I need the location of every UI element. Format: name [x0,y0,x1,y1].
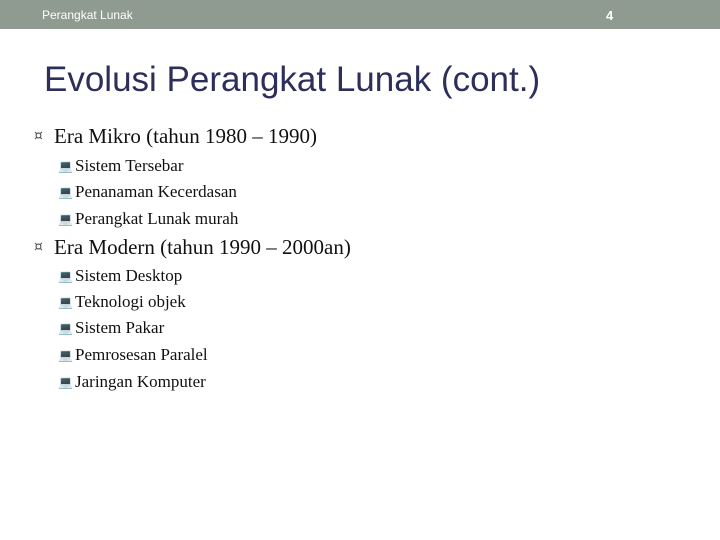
list-item: 💻 Sistem Desktop [58,266,183,285]
section-heading-era-modern: ¤ Era Modern (tahun 1990 – 2000an) [34,235,351,259]
header-bar [0,0,720,29]
currency-sign-icon: ¤ [34,239,43,255]
computer-icon: 💻 [58,321,73,335]
computer-icon: 💻 [58,295,73,309]
list-item: 💻 Jaringan Komputer [58,372,206,391]
computer-icon: 💻 [58,269,73,283]
section-heading-era-mikro: ¤ Era Mikro (tahun 1980 – 1990) [34,124,318,148]
slide-title: Evolusi Perangkat Lunak (cont.) [44,60,541,99]
list-item: 💻 Pemrosesan Paralel [58,345,208,364]
computer-icon: 💻 [58,375,73,389]
header-course-title: Perangkat Lunak [42,8,133,22]
computer-icon: 💻 [58,212,73,226]
computer-icon: 💻 [58,185,73,199]
computer-icon: 💻 [58,348,73,362]
list-item: 💻 Sistem Tersebar [58,156,184,175]
slide-number: 4 [606,8,614,23]
list-item: 💻 Perangkat Lunak murah [58,209,239,228]
list-item: 💻 Sistem Pakar [58,318,165,337]
list-item: 💻 Teknologi objek [58,292,186,311]
computer-icon: 💻 [58,159,73,173]
list-item: 💻 Penanaman Kecerdasan [58,182,237,201]
currency-sign-icon: ¤ [34,128,43,144]
